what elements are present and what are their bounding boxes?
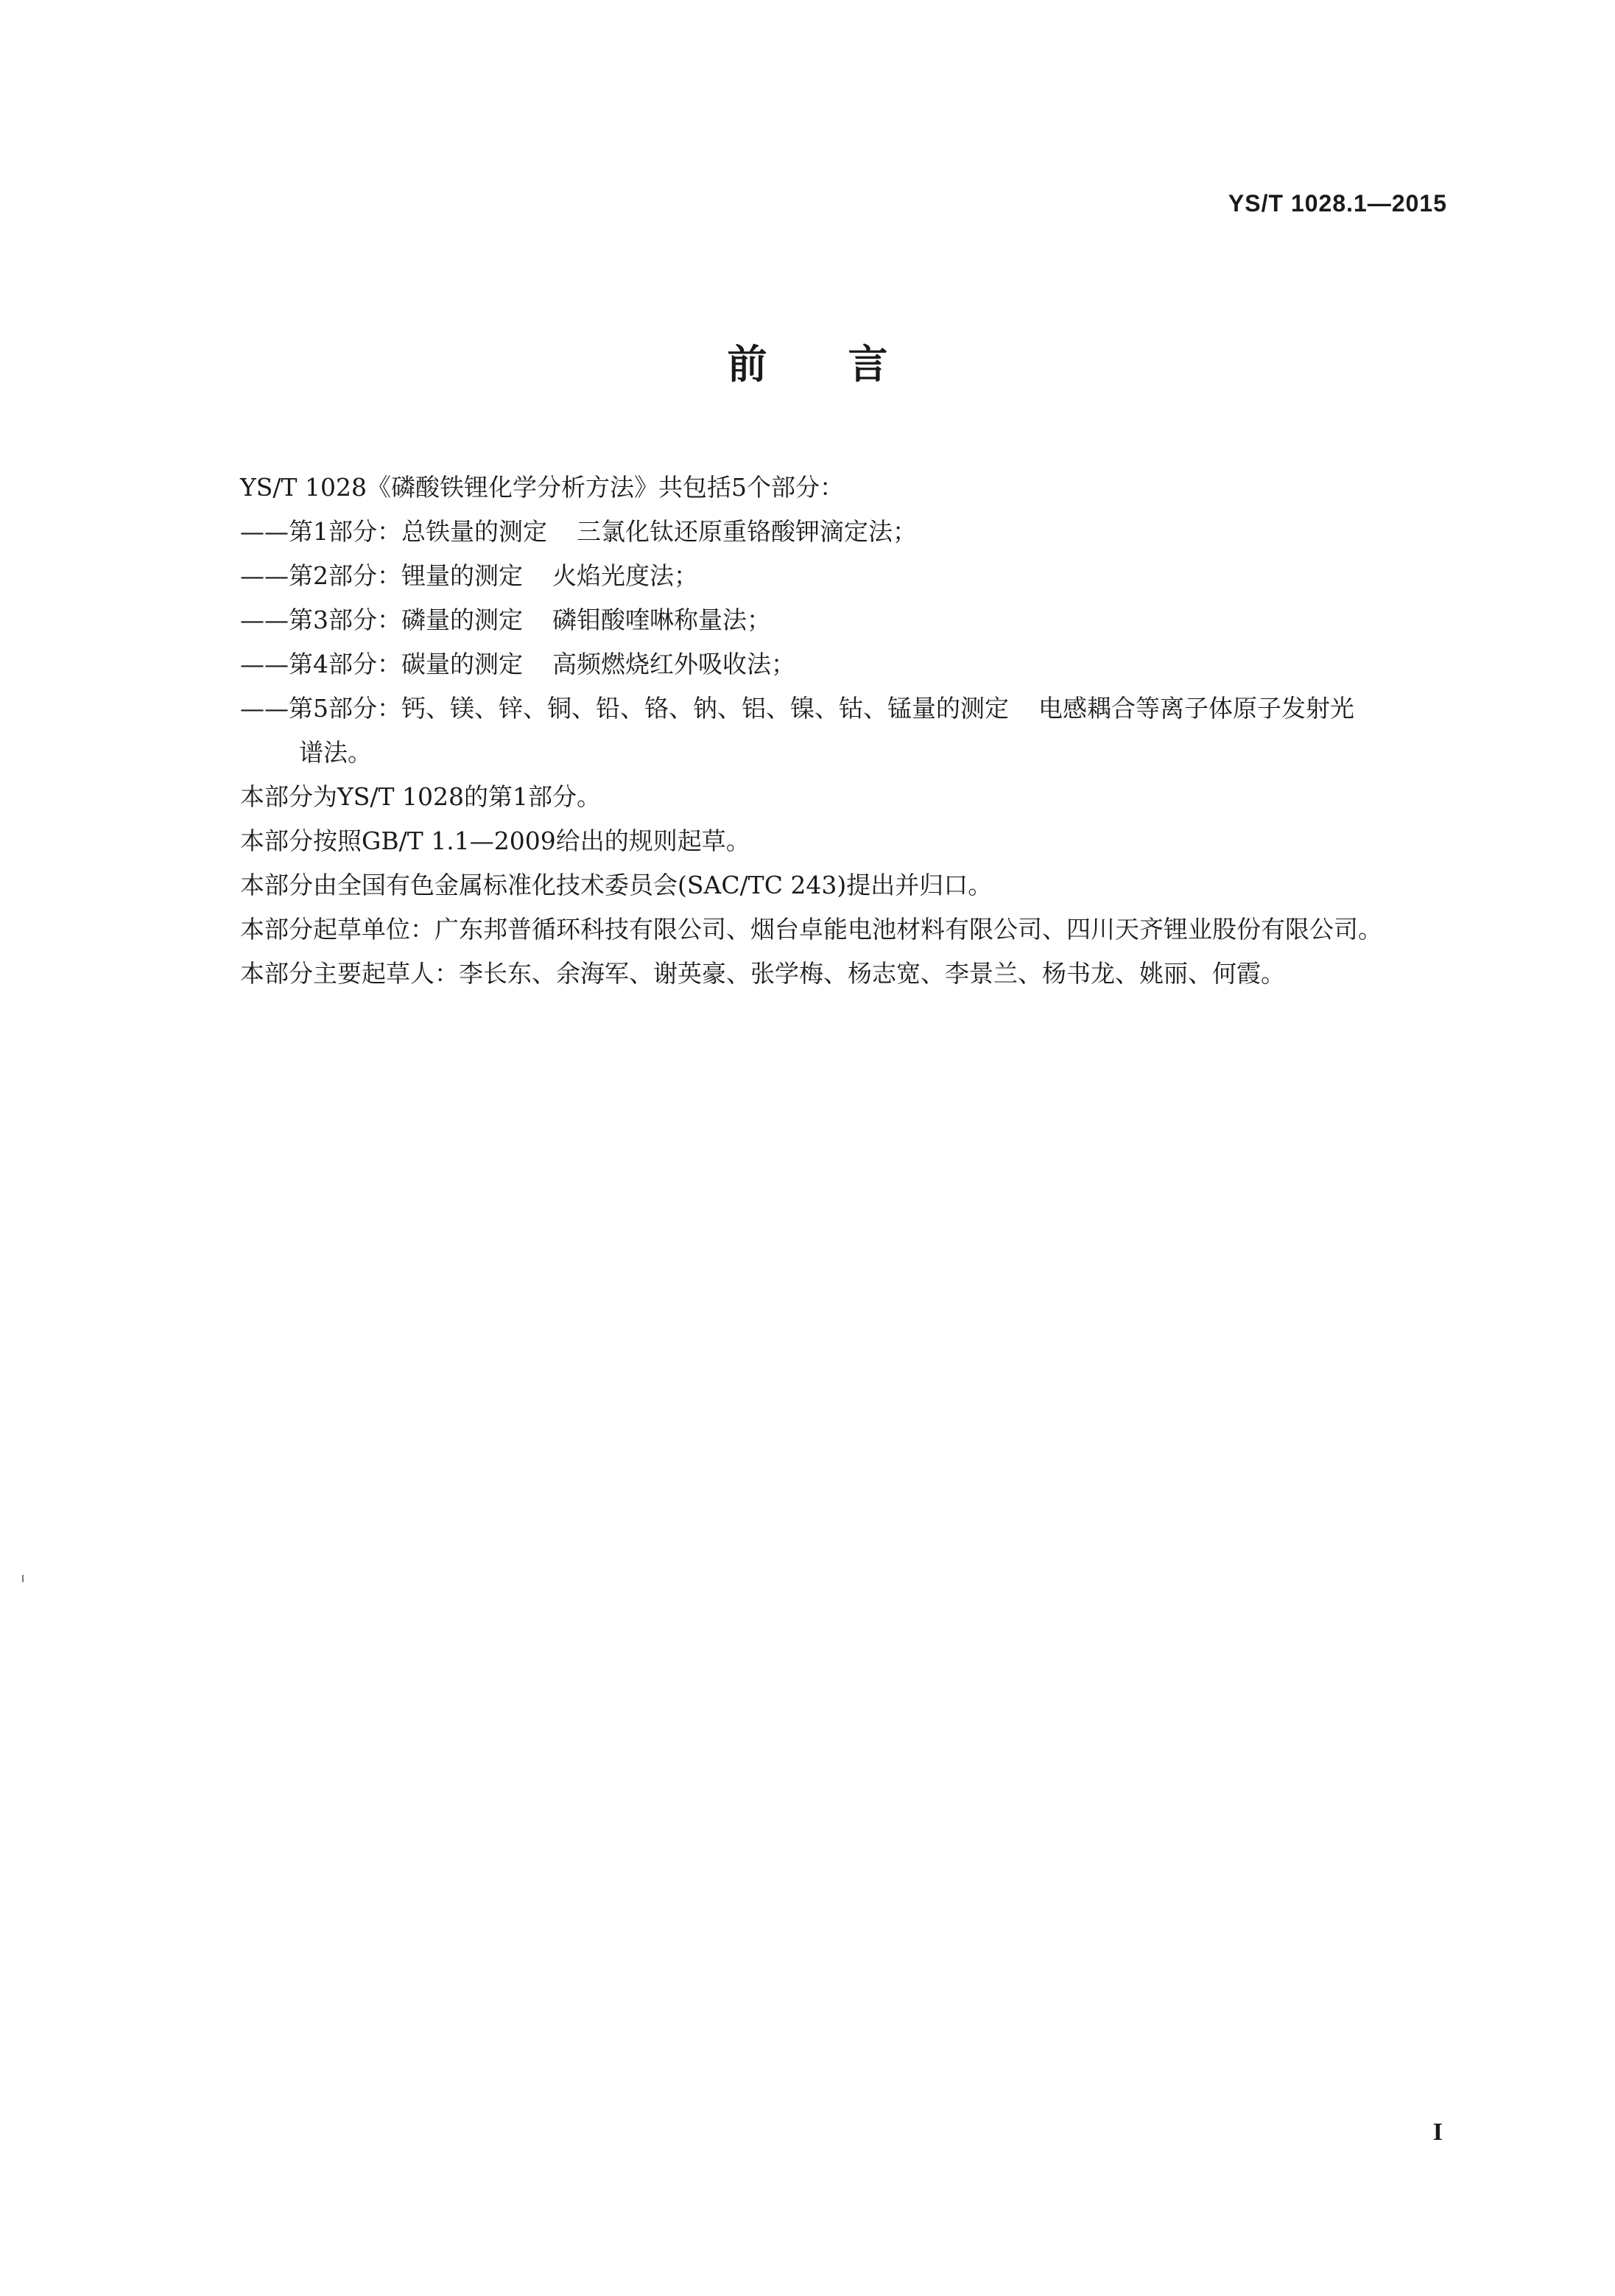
part-item-5-continuation — [163, 731, 1454, 775]
paragraph-proposed-by: 本部分由全国有色金属标准化技术委员会(SAC/TC 243)提出并归口。 — [240, 871, 993, 899]
page-number: I — [1432, 2118, 1443, 2146]
part-subject: 钙、镁、锌、铜、铅、铬、钠、铝、镍、钴、锰量的测定 — [401, 694, 1009, 723]
intro-paragraph: YS/T 1028《磷酸铁锂化学分析方法》共包括5个部分： — [240, 473, 844, 502]
paragraph-drafters: 本部分主要起草人：李长东、余海军、谢英豪、张学梅、杨志宽、李景兰、杨书龙、姚丽、何霞。 — [240, 959, 1285, 988]
part-label: ——第5部分： — [240, 694, 401, 723]
part-subject: 磷量的测定 — [401, 605, 523, 634]
paragraph-part-number: 本部分为YS/T 1028的第1部分。 — [240, 782, 601, 811]
paragraph-drafting-rules: 本部分按照GB/T 1.1—2009给出的规则起草。 — [240, 826, 750, 855]
part-item-2 — [163, 554, 1454, 598]
part-label: ——第4部分： — [240, 650, 401, 678]
foreword-body — [163, 466, 1454, 996]
part-method: 火焰光度法； — [552, 561, 698, 590]
part-label: ——第2部分： — [240, 561, 401, 590]
part-method: 磷钼酸喹啉称量法； — [552, 605, 771, 634]
part-method-continuation: 谱法。 — [299, 738, 372, 767]
paragraph-drafting-units: 本部分起草单位：广东邦普循环科技有限公司、烟台卓能电池材料有限公司、四川天齐锂业股份有限公司。 — [240, 915, 1382, 944]
part-item-4 — [163, 642, 1454, 687]
part-item-1 — [163, 510, 1454, 554]
part-method: 三氯化钛还原重铬酸钾滴定法； — [577, 517, 917, 546]
part-item-3 — [163, 598, 1454, 642]
page-title: 前言 — [727, 341, 969, 387]
part-item-5 — [163, 687, 1454, 731]
part-method: 高频燃烧红外吸收法； — [552, 650, 795, 678]
scan-margin-mark — [22, 1575, 24, 1582]
standard-code: YS/T 1028.1—2015 — [1228, 190, 1447, 217]
part-subject: 总铁量的测定 — [401, 517, 547, 546]
part-label: ——第3部分： — [240, 605, 401, 634]
part-method: 电感耦合等离子体原子发射光 — [1038, 694, 1354, 723]
part-subject: 锂量的测定 — [401, 561, 523, 590]
part-subject: 碳量的测定 — [401, 650, 523, 678]
part-label: ——第1部分： — [240, 517, 401, 546]
